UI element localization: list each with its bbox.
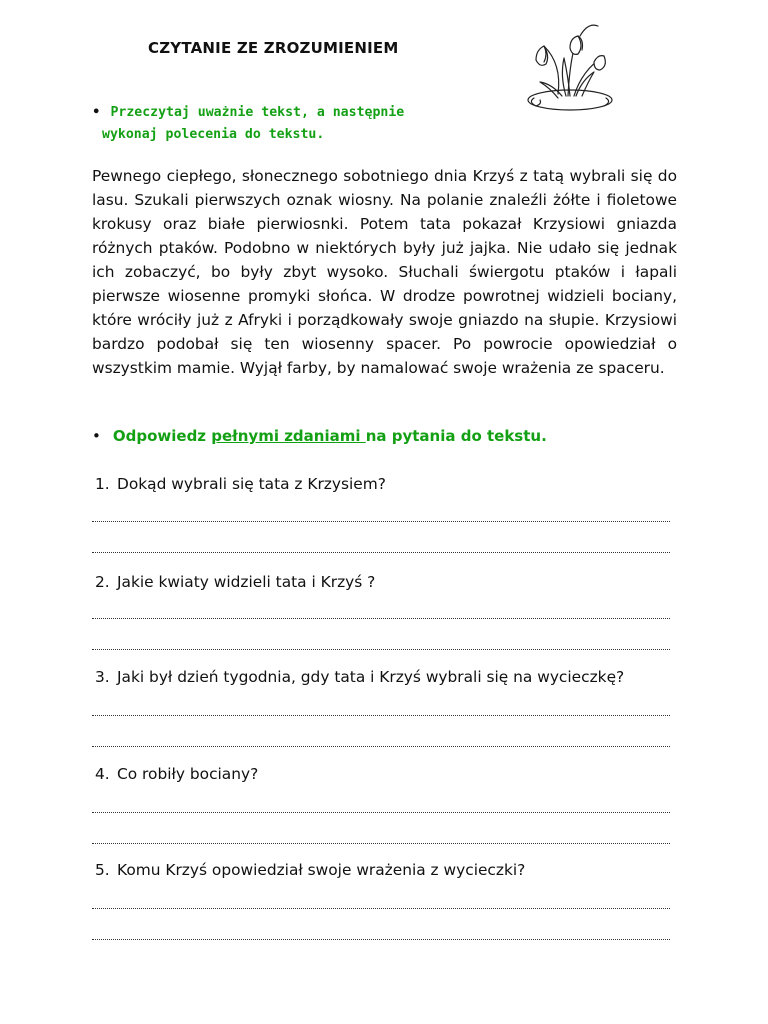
question-text: Komu Krzyś opowiedział swoje wrażenia z wycieczki? <box>117 861 526 879</box>
question-number: 4. <box>95 765 110 783</box>
question-number: 1. <box>95 475 110 493</box>
question-text: Jaki był dzień tygodnia, gdy tata i Krzyś wybrali się na wycieczkę? <box>117 668 625 686</box>
question-1 <box>95 475 386 493</box>
answer-line[interactable] <box>92 552 670 553</box>
question-3 <box>95 668 624 686</box>
answer-line[interactable] <box>92 618 670 619</box>
question-number: 5. <box>95 861 110 879</box>
answer-line[interactable] <box>92 908 670 909</box>
answer-line[interactable] <box>92 939 670 940</box>
answer-line[interactable] <box>92 843 670 844</box>
question-text: Dokąd wybrali się tata z Krzysiem? <box>117 475 386 493</box>
reading-instruction <box>92 102 452 146</box>
question-number: 2. <box>95 573 110 591</box>
reading-text: Pewnego ciepłego, słonecznego sobotniego dnia Krzyś z tatą wybrali się do lasu. Szukali pierwszych oznak wiosny. Na polanie znaleźli żółte i fioletowe krokusy oraz białe pierwiosnki. Potem tata pokazał Krzysiowi gniazda różnych ptaków. Podobno w niektórych były już jajka. Nie udało się jednak ich zobaczyć, bo były zbyt wysoko. Słuchali świergotu ptaków i łapali pierwsze wiosenne promyki słońca. W drodze powrotnej widzieli bociany, które wróciły już z Afryki i porządkowały swoje gniazdo na słupie. Krzysiowi bardzo podobał się ten wiosenny spacer. Po powrocie opowiedział o wszystkim mamie. Wyjął farby, by namalować swoje wrażenia ze spaceru. <box>92 167 677 377</box>
worksheet-title: CZYTANIE ZE ZROZUMIENIEM <box>148 39 399 57</box>
question-2 <box>95 573 375 591</box>
question-text: Co robiły bociany? <box>117 765 259 783</box>
answer-instruction-underlined: pełnymi zdaniami <box>211 427 366 445</box>
reading-instruction-line2: wykonaj polecenia do tekstu. <box>102 127 325 142</box>
answer-line[interactable] <box>92 521 670 522</box>
answer-line[interactable] <box>92 746 670 747</box>
answer-instruction-part3: na pytania do tekstu. <box>365 427 547 445</box>
bullet-icon: • <box>92 427 101 445</box>
bullet-icon: • <box>92 105 101 120</box>
answer-line[interactable] <box>92 812 670 813</box>
snowdrop-flower-icon <box>518 14 622 118</box>
answer-line[interactable] <box>92 715 670 716</box>
reading-instruction-line1: Przeczytaj uważnie tekst, a następnie <box>110 105 405 120</box>
question-number: 3. <box>95 668 110 686</box>
answer-instruction-part1: Odpowiedz <box>112 427 212 445</box>
question-5 <box>95 861 525 879</box>
question-4 <box>95 765 258 783</box>
answer-line[interactable] <box>92 649 670 650</box>
question-text: Jakie kwiaty widzieli tata i Krzyś ? <box>117 573 376 591</box>
answer-instruction <box>92 427 547 445</box>
